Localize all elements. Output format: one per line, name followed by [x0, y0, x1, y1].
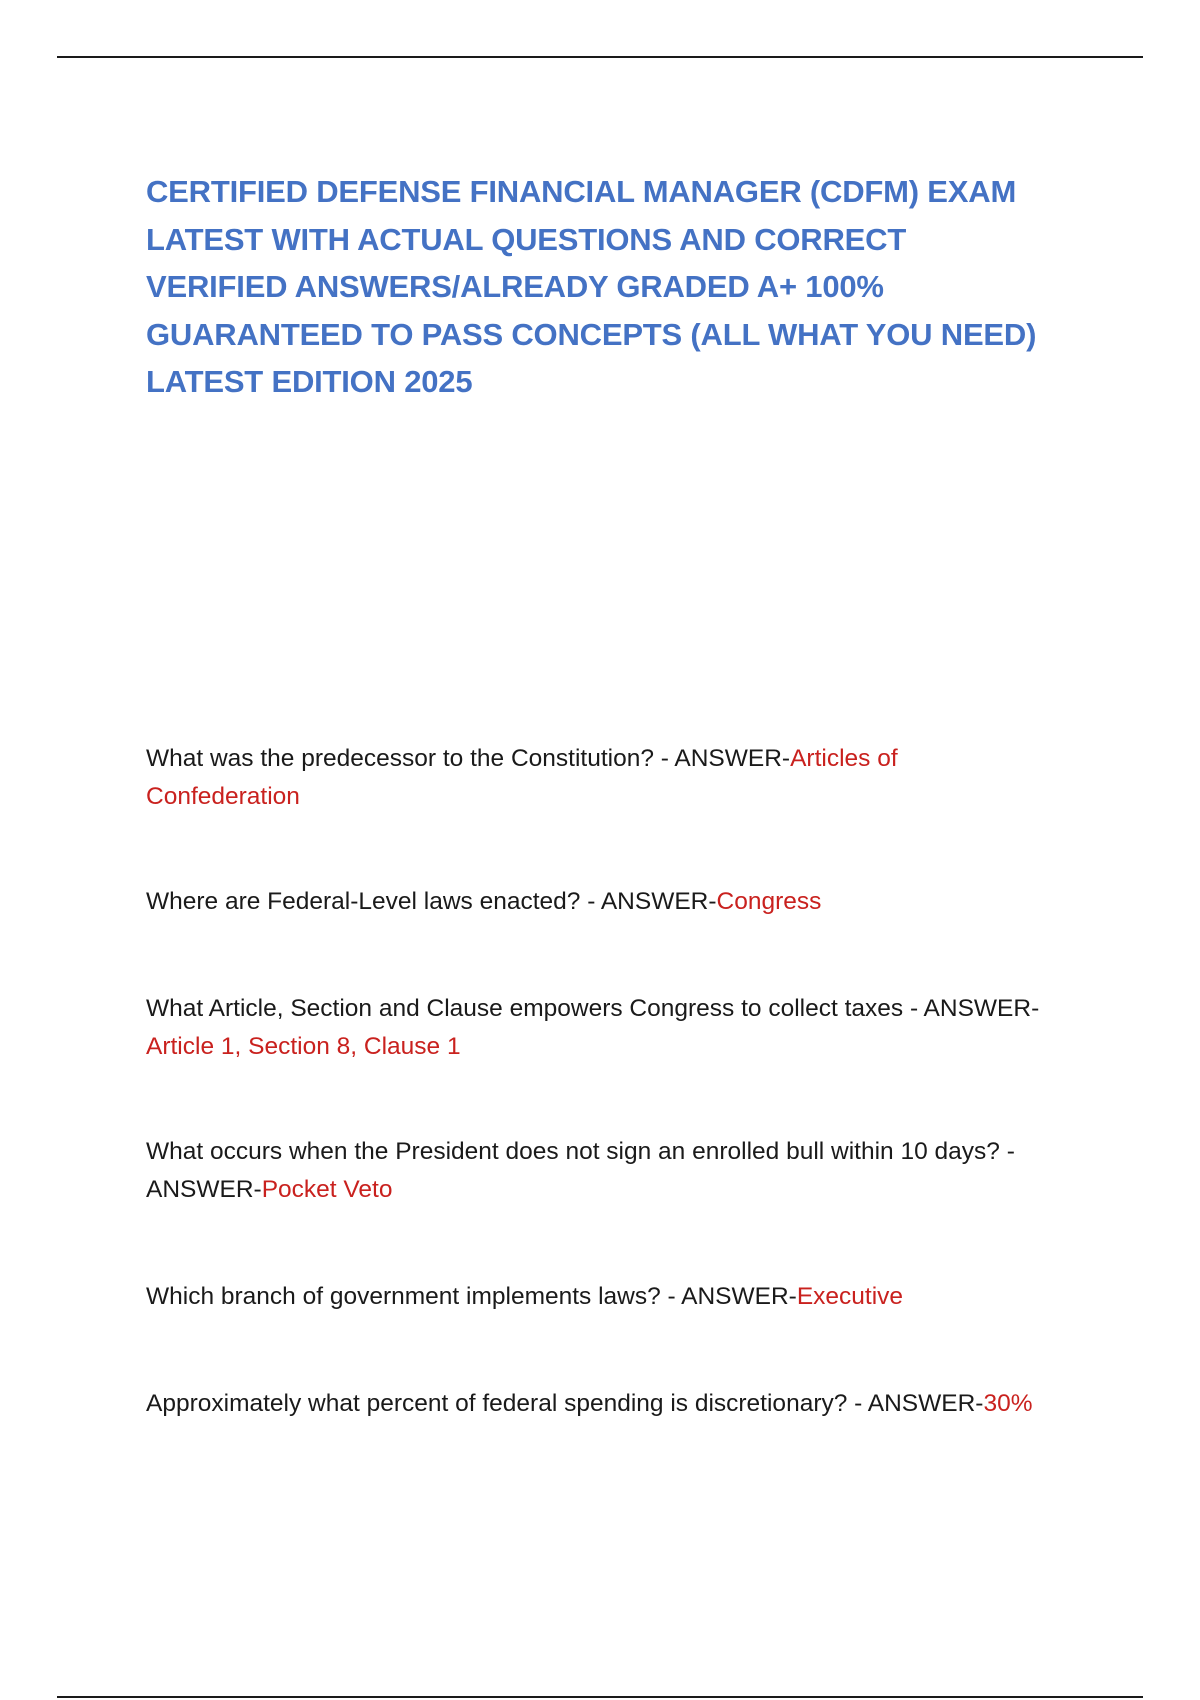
qa-item [146, 1278, 1056, 1316]
qa-item [146, 990, 1056, 1066]
qa-item [146, 883, 1056, 921]
question-text: What was the predecessor to the Constitution? - ANSWER- [146, 745, 791, 772]
answer-text: Article 1, Section 8, Clause 1 [146, 1033, 461, 1060]
question-text: Where are Federal-Level laws enacted? - ANSWER- [146, 888, 717, 915]
question-text: Approximately what percent of federal spending is discretionary? - ANSWER- [146, 1390, 984, 1417]
qa-item [146, 740, 1056, 816]
answer-text: Pocket Veto [261, 1176, 393, 1203]
answer-text: 30% [983, 1390, 1033, 1417]
question-text: What Article, Section and Clause empowers Congress to collect taxes - ANSWER- [146, 995, 1040, 1022]
answer-text: Executive [796, 1283, 904, 1310]
header-rule [57, 56, 1143, 58]
qa-item [146, 1133, 1056, 1209]
answer-text: Congress [716, 888, 822, 915]
document-title: CERTIFIED DEFENSE FINANCIAL MANAGER (CDFM) EXAM LATEST WITH ACTUAL QUESTIONS AND CORRECT VERIFIED ANSWERS/ALREADY GRADED A+ 100% GUARANTEED TO PASS CONCEPTS (ALL WHAT YOU NEED) LATEST EDITION 2025 [146, 174, 1037, 399]
question-text: Which branch of government implements laws? - ANSWER- [146, 1283, 797, 1310]
answer-text: Articles of Confederation [146, 745, 898, 810]
qa-item [146, 1385, 1056, 1423]
question-text: What occurs when the President does not sign an enrolled bull within 10 days? - ANSWER- [146, 1138, 1015, 1203]
footer-rule [57, 1696, 1143, 1698]
